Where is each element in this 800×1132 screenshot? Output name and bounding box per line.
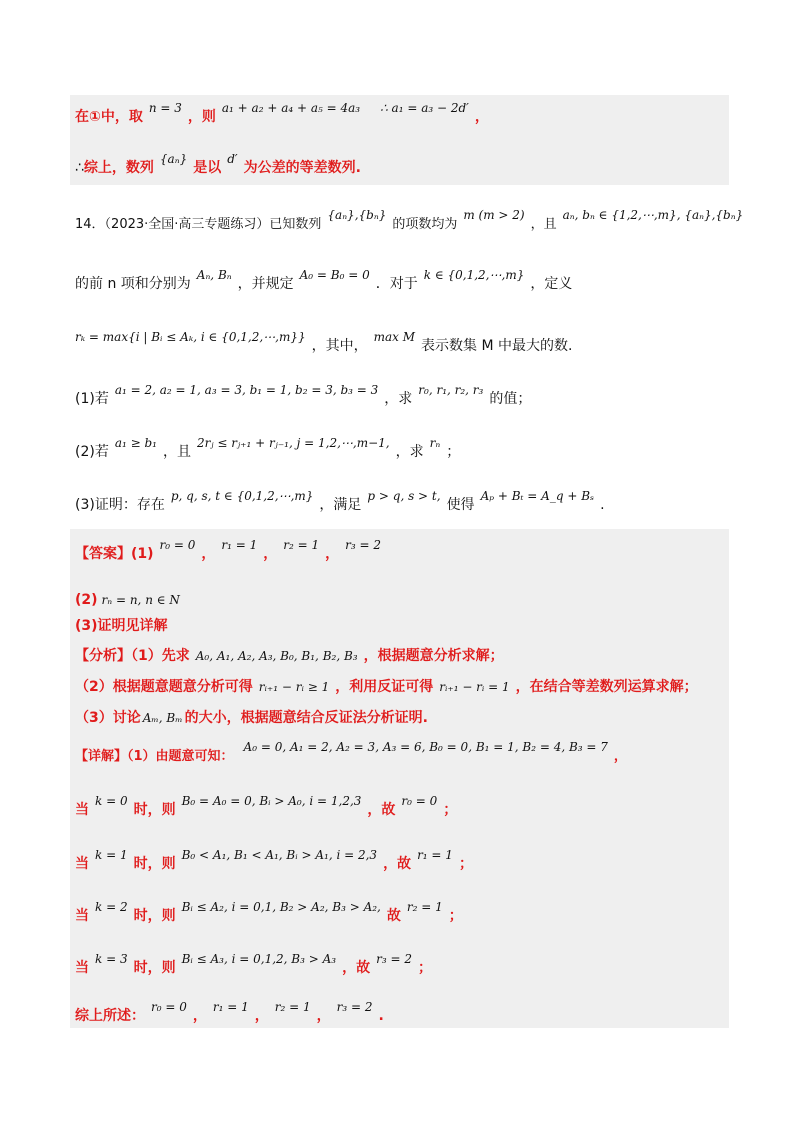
math: {aₙ} [159,152,188,166]
math: m (m > 2) [463,208,525,222]
text: 综上，数列 [83,160,154,176]
math: k = 0 [95,794,128,808]
text: 14．（2023·全国·高三专题练习）已知数列 [75,217,322,232]
math: a₁ + a₂ + a₄ + a₅ = 4a₃ [221,101,361,115]
text: 时，则 [133,960,176,976]
detail-case-1 [75,848,473,874]
text: (2)若 [75,444,109,460]
analysis-line-2 [75,677,698,697]
detail-case-3 [75,952,432,978]
analysis-line-1 [75,646,504,666]
text: 为公差的等差数列. [243,160,361,176]
answer-line-3 [75,616,168,636]
text: （2）根据题意题意分析可得 [75,679,253,695]
math: k = 3 [95,952,128,966]
text: 的大小，根据题意结合反证法分析证明. [184,710,428,726]
answer-label: 【答案】(1) [75,546,154,562]
detail-label: 【详解】（1）由题意可知： [75,749,234,764]
math: A₀ = 0, A₁ = 2, A₂ = 3, A₃ = 6, B₀ = 0, B₁ = 1, B₂ = 4, B₃ = 7 [243,740,608,754]
text: (2) [75,592,98,608]
text: ，定义 [530,276,573,292]
detail-case-0 [75,794,458,820]
math: r₁ = 1 [212,1000,249,1014]
text: 的项数均为 [392,217,458,232]
problem-part-1 [75,383,532,409]
math: rₖ = max{i | Bᵢ ≤ Aₖ, i ∈ {0,1,2,⋯,m}} [75,330,306,344]
text: ， [254,1008,269,1024]
text: ； [443,802,458,818]
text: 表示数集 M 中最大的数. [421,338,573,354]
detail-line-1 [75,740,627,767]
problem-part-2 [75,436,461,462]
math: r₂ = 1 [274,1000,311,1014]
analysis-line-3 [75,708,428,728]
math: a₁ = 2, a₂ = 1, a₃ = 3, b₁ = 1, b₂ = 3, b₃ = 3 [114,383,379,397]
text: 时，则 [133,856,176,872]
text: ．对于 [375,276,418,292]
math: aₙ, bₙ ∈ {1,2,⋯,m}, {aₙ},{bₙ} [562,208,744,222]
text: ， [263,546,278,562]
math: p, q, s, t ∈ {0,1,2,⋯,m} [170,489,314,503]
math: r₀ = 0 [151,1000,187,1014]
text: (3)证明：存在 [75,497,165,513]
text: ，求 [384,391,413,407]
math: r₂ = 1 [283,538,320,552]
math: 2rⱼ ≤ rⱼ₊₁ + rⱼ₋₁, j = 1,2,⋯,m−1, [196,436,390,450]
math: k ∈ {0,1,2,⋯,m} [423,268,525,282]
analysis-label: 【分析】（1）先求 [75,648,190,664]
text: 综上所述： [75,1008,145,1024]
math: r₃ = 2 [376,952,412,966]
text: (3)证明见详解 [75,618,168,634]
answer-line-1 [75,538,387,564]
problem-line-2 [75,268,573,294]
problem-line-1 [75,208,749,235]
text: . [600,497,605,513]
text: 时，则 [133,802,176,818]
math: rₙ = n, n ∈ N [101,593,180,607]
text: ； [446,444,461,460]
math: d′ [227,152,238,166]
text: 在①中，取 [75,109,143,125]
text: 当 [75,960,89,976]
math: B₀ < A₁, B₁ < A₁, Bᵢ > A₁, i = 2,3 [181,848,378,862]
text: ， [192,1008,207,1024]
math: r₀ = 0 [159,538,196,552]
text: ，利用反证可得 [335,679,434,695]
text: ，并规定 [237,276,294,292]
math: r₃ = 2 [345,538,382,552]
text: ，且 [162,444,191,460]
text: ，满足 [319,497,362,513]
text: ，故 [383,856,412,872]
text: ， [325,546,340,562]
text: 使得 [446,497,475,513]
text: ，求 [395,444,424,460]
detail-summary [75,1000,384,1026]
text: 的值； [489,391,532,407]
math: p > q, s > t, [367,489,441,503]
math: n = 3 [148,101,182,115]
prev-solution-line-1 [75,101,489,127]
text: . [378,1008,384,1024]
text: ，且 [530,217,557,232]
text: 时，则 [133,908,176,924]
math: Bᵢ ≤ A₃, i = 0,1,2, B₃ > A₃ [181,952,337,966]
math: max M [373,330,416,344]
math: ∴ a₁ = a₃ − 2d′ [380,101,469,115]
text: ； [448,908,463,924]
math: r₃ = 2 [336,1000,373,1014]
text: ， [613,749,627,764]
math: rᵢ₊₁ − rᵢ = 1 [439,680,510,694]
therefore-symbol: ∴ [75,160,84,176]
math: rᵢ₊₁ − rᵢ ≥ 1 [258,680,330,694]
text: 的前 n 项和分别为 [75,276,191,292]
text: 是以 [193,160,222,176]
text: ，在结合等差数列运算求解； [515,679,698,695]
text: ， [474,109,489,125]
math: a₁ ≥ b₁ [114,436,157,450]
math: r₁ = 1 [417,848,453,862]
detail-case-2 [75,900,463,926]
text: ，故 [367,802,396,818]
problem-part-3 [75,489,605,515]
text: ， [201,546,216,562]
text: 故 [386,908,401,924]
math: B₀ = A₀ = 0, Bᵢ > A₀, i = 1,2,3 [181,794,362,808]
text: ， [316,1008,331,1024]
text: ，其中， [311,338,368,354]
math: r₀ = 0 [401,794,438,808]
text: 当 [75,856,89,872]
text: ，故 [342,960,371,976]
text: 当 [75,802,89,818]
math: Bᵢ ≤ A₂, i = 0,1, B₂ > A₂, B₃ > A₂, [181,900,381,914]
math: k = 1 [95,848,128,862]
math: {aₙ},{bₙ} [327,208,387,222]
text: ； [417,960,432,976]
text: ； [458,856,473,872]
text: （3）讨论 [75,710,141,726]
math: r₀, r₁, r₂, r₃ [418,383,484,397]
math: A₀ = B₀ = 0 [299,268,370,282]
math: rₙ [429,436,441,450]
math: A₀, A₁, A₂, A₃, B₀, B₁, B₂, B₃ [195,649,358,663]
text: ，则 [187,109,216,125]
problem-line-3 [75,330,573,356]
math: Aₙ, Bₙ [196,268,232,282]
answer-line-2 [75,590,186,610]
math: r₂ = 1 [406,900,443,914]
text: (1)若 [75,391,109,407]
math: k = 2 [95,900,128,914]
prev-solution-line-2 [75,152,361,178]
text: 当 [75,908,89,924]
math: Aₘ, Bₘ [142,711,183,725]
math: r₁ = 1 [221,538,258,552]
math: Aₚ + Bₜ = A_q + Bₛ [480,489,595,503]
text: ，根据题意分析求解； [363,648,504,664]
